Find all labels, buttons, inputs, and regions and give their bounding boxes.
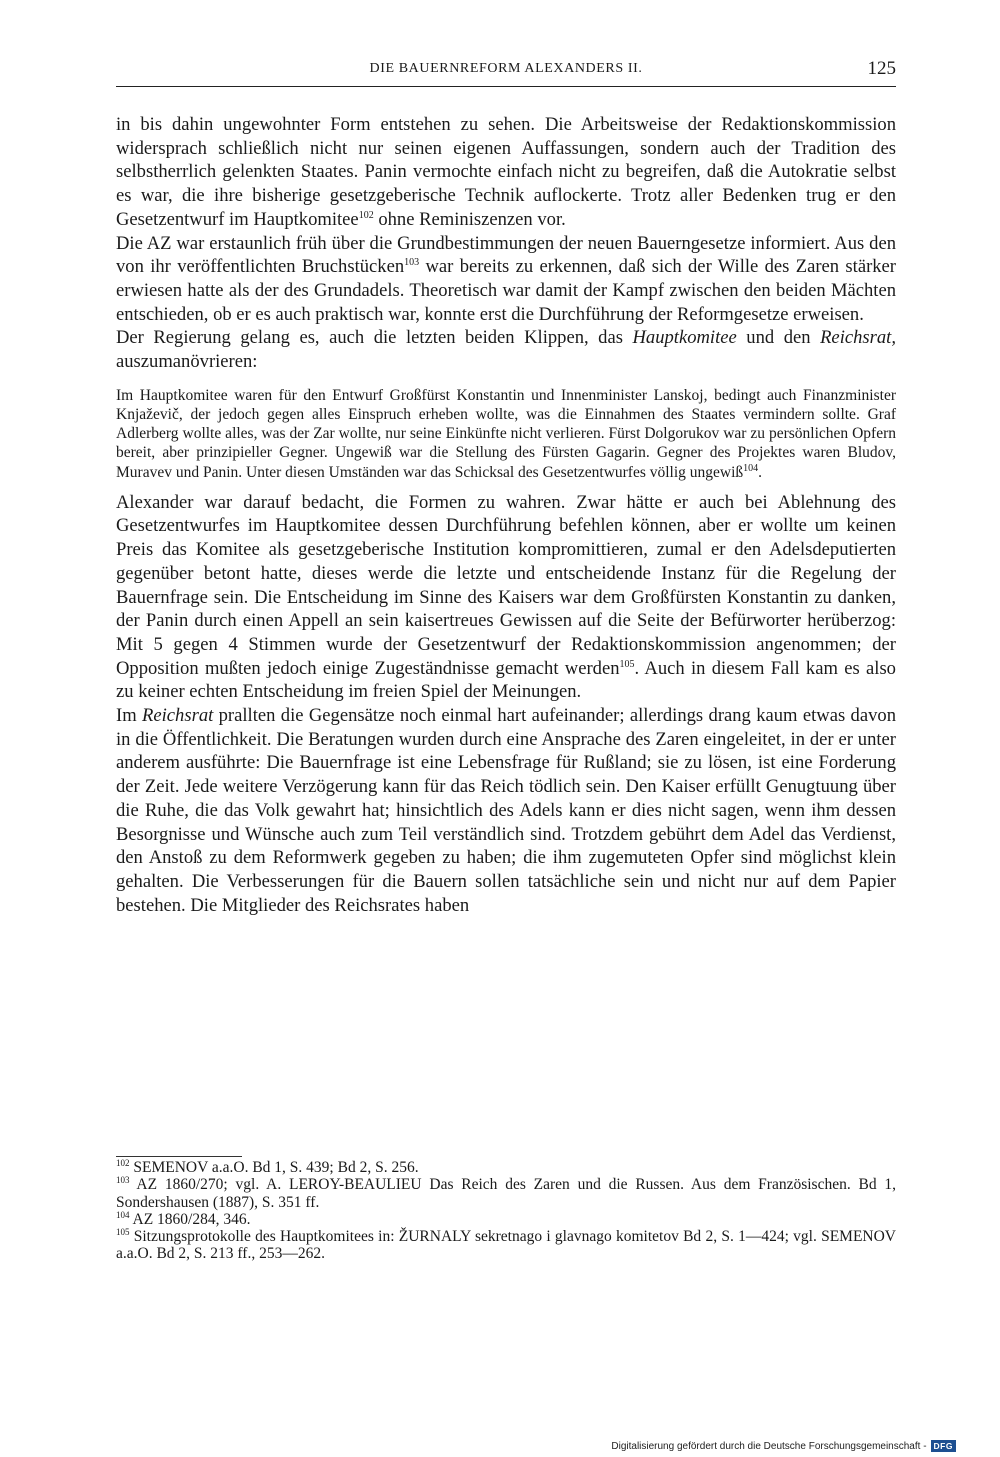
footnote-number: 104	[116, 1209, 130, 1220]
italic-term: Reichsrat	[142, 705, 214, 727]
paragraph-6	[116, 704, 896, 917]
footnote	[116, 1159, 896, 1176]
footnote-ref: 102	[358, 209, 374, 221]
paragraph-text: war bereits zu erkennen, daß sich der Wille des Zaren stärker erwiesen hatte als der des Grundadels. Theoretisch war damit der Kampf zwischen den beiden Mächten entschieden, ob er es auch praktisch war, konnte erst die Durchführung der Reformgesetze erweisen.	[116, 256, 896, 325]
footnote-ref: 103	[404, 257, 420, 269]
footnote	[116, 1176, 896, 1211]
running-title: DIE BAUERNREFORM ALEXANDERS II.	[369, 61, 643, 76]
paragraph-3	[116, 326, 896, 373]
footnote-divider	[116, 1156, 242, 1157]
footnote-text: Sitzungsprotokolle des Hauptkomitees in: ŽURNALY sekretnago i glavnago komitetov Bd 2, S. 1—424; vgl. SEMENOV a.a.O. Bd 2, S. 213 ff., 253—262.	[116, 1228, 896, 1263]
footnote	[116, 1228, 896, 1263]
paragraph-text: Im	[116, 705, 143, 727]
paragraph-text: auszumanövrieren:	[116, 351, 258, 373]
paragraph-text: prallten die Gegensätze noch einmal hart aufeinander; allerdings drang kaum etwas davon in die Öffentlichkeit. Die Beratungen wurden durch eine Ansprache des Zaren eingeleitet, in der er unter anderem ausführte: Die Bauernfrage ist eine Lebensfrage für Rußland; sie zu lösen, ist eine Forderung der Zeit. Jede weitere Verzögerung kann für das Reich tödlich sein. Den Kaiser erfüllt Genugtuung über die Ruhe, die das Volk gewahrt hat; hinsichtlich des Adels kann er dies nicht sagen, wenn ihm dessen Besorgnisse und Wünsche auch zum Teil verständlich sind. Trotzdem gebührt dem Adel das Verdienst, den Anstoß zu dem Reformwerk gegeben zu haben; die ihm zugemuteten Opfer sind möglichst klein gehalten. Die Verbesserungen für die Bauern sollen tatsächliche sein und nicht nur auf dem Papier bestehen. Die Mitglieder des Reichsrates haben	[116, 705, 896, 916]
footnotes	[116, 1159, 896, 1263]
page-number: 125	[867, 58, 896, 79]
footnote-ref: 105	[619, 658, 635, 670]
paragraph-text: Alexander war darauf bedacht, die Formen zu wahren. Zwar hätte er auch bei Ablehnung des Gesetzentwurfes im Hauptkomitee dessen Durchführung befehlen können, aber er wollte um keinen Preis das Komitee als gesetzgeberische Institution kompromittieren, zumal er den Adelsdeputierten gegenüber betont hatte, dieses werde die letzte und entscheidende Instanz für die Regelung der Bauernfrage sein. Die Entscheidung im Sinne des Kaisers war dem Großfürsten Konstantin zu danken, der Panin durch einen Appell an sein kaisertreues Gewissen auf die Seite der Befürworter herüberzog: Mit 5 gegen 4 Stimmen wurde der Gesetzentwurf der Redaktionskommission angenommen; der Opposition mußten jedoch einige Zugeständnisse gemacht werden	[116, 491, 896, 679]
footnote-text: AZ 1860/284, 346.	[129, 1210, 251, 1228]
paragraph-text: ohne Reminiszenzen vor.	[373, 208, 566, 230]
footnote-text: SEMENOV a.a.O. Bd 1, S. 439; Bd 2, S. 256.	[129, 1159, 419, 1176]
paragraph-text: und den	[736, 327, 821, 349]
footnote-number: 102	[116, 1157, 130, 1168]
paragraph-text: in bis dahin ungewohnter Form entstehen zu sehen. Die Arbeitsweise der Redaktionskommission widersprach schließlich nicht nur seinen eigenen Auffassungen, sondern auch der Tradition des selbstherrlich gelenkten Staates. Panin vermochte einfach nicht zu begreifen, daß die Autokratie selbst es war, die ihre bisherige gesetzgeberische Technik auflockerte. Trotz aller Bedenken trug er den Gesetzentwurf im Hauptkomitee	[116, 114, 896, 230]
digitization-credit	[611, 1440, 956, 1452]
footnote-ref: 104	[743, 462, 759, 474]
paragraph-text: Die AZ war erstaunlich früh über die Grundbestimmungen der neuen Bauerngesetze informiert. Aus den von ihr veröffentlichten Bruchstücken	[116, 232, 896, 278]
paragraph-2	[116, 232, 896, 327]
block-quote	[116, 386, 896, 482]
paragraph-text: . Auch in diesem Fall kam es also zu keiner echten Entscheidung im freien Spiel der Meinungen.	[116, 657, 896, 703]
italic-term: Hauptkomitee	[632, 327, 737, 349]
footnote	[116, 1211, 896, 1228]
footnote-number: 103	[116, 1175, 130, 1186]
dfg-logo-icon: DFG	[931, 1440, 956, 1452]
credit-text: Digitalisierung gefördert durch die Deutsche Forschungsgemeinschaft -	[611, 1440, 927, 1452]
quote-text: .	[758, 463, 763, 481]
italic-term: Reichsrat,	[820, 327, 896, 349]
footnote-text: AZ 1860/270; vgl. A. LEROY-BEAULIEU Das Reich des Zaren und die Russen. Aus dem Französischen. Bd 1, Sondershausen (1887), S. 351 ff.	[116, 1176, 896, 1211]
main-text	[116, 113, 896, 917]
paragraph-1	[116, 113, 896, 232]
quote-text: Im Hauptkomitee waren für den Entwurf Großfürst Konstantin und Innenminister Lanskoj, bedingt auch Finanzminister Knjaževič, der jedoch gegen alles Einspruch erheben wollte, was die Einnahmen des Staates vermindern sollte. Graf Adlerberg wollte alles, was der Zar wollte, nur seine Einkünfte nicht verlieren. Fürst Dolgorukov war zu persönlichen Opfern bereit, aber prinzipieller Gegner. Ungewiß war die Stellung des Fürsten Gagarin. Gegner des Projektes waren Bludov, Muravev und Panin. Unter diesen Umständen war das Schicksal des Gesetzentwurfes völlig ungewiß	[116, 386, 896, 481]
paragraph-text: Der Regierung gelang es, auch die letzten beiden Klippen, das	[116, 327, 633, 349]
paragraph-5	[116, 491, 896, 704]
footnote-number: 105	[116, 1227, 130, 1238]
page-header	[116, 58, 896, 87]
